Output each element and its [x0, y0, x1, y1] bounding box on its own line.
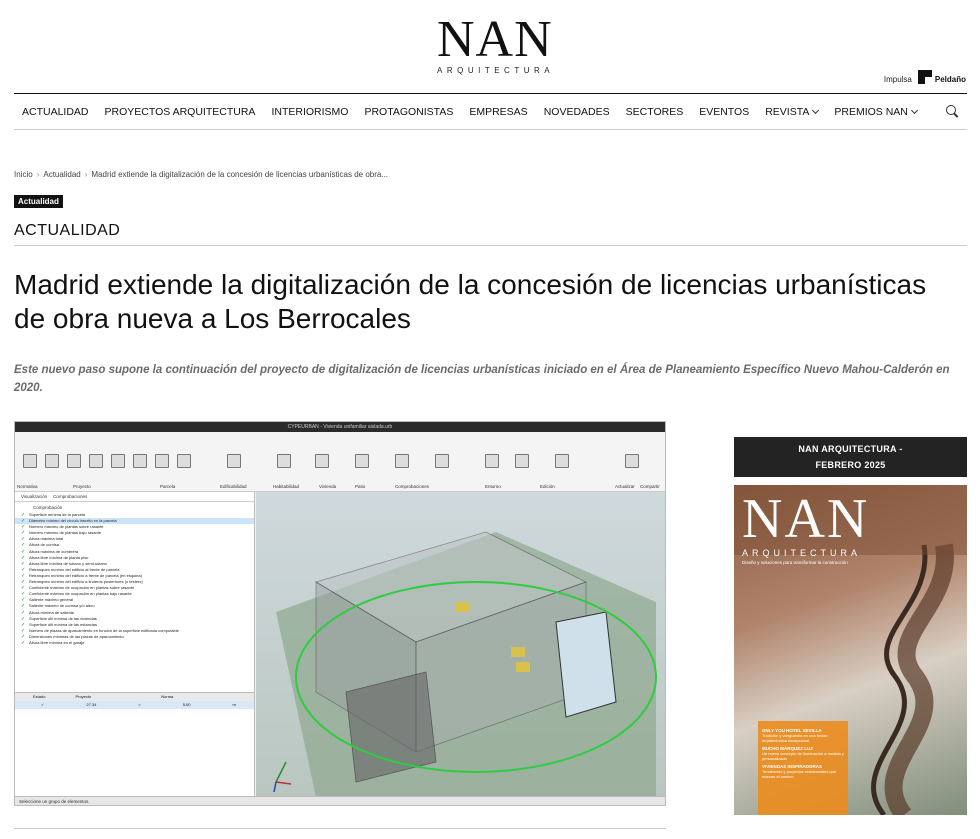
- ribbon-group-label: Patio: [355, 484, 366, 489]
- check-row[interactable]: ✓ Saliente máximo general: [15, 597, 254, 603]
- ribbon-button-icon: [485, 454, 499, 468]
- check-row[interactable]: ✓ Retranqueo mínimo del edificio al frente de parcela: [15, 567, 254, 573]
- chevron-down-icon: [812, 106, 819, 113]
- check-row[interactable]: ✓ Altura de cornisa: [15, 542, 254, 548]
- cover-highlight-text: Tradición y vanguardia en una fusión arquitectónica excepcional: [762, 733, 828, 743]
- app-window-title: CYPEURBAN - Vivienda unifamiliar aislada.urb: [287, 424, 393, 430]
- ribbon-button-icon: [395, 454, 409, 468]
- cover-logo: NAN: [742, 488, 870, 550]
- ribbon-group-label: Edificabilidad: [220, 484, 247, 489]
- ribbon-button-icon: [515, 454, 529, 468]
- app-tab-comprobaciones: Comprobaciones: [53, 494, 88, 499]
- cover-highlight-text: Un nuevo concepto de iluminación a medida y personalizado: [762, 751, 844, 761]
- ribbon-group-label: Vivienda: [319, 484, 337, 489]
- grid-col-norma: Norma: [161, 694, 174, 699]
- grid-row: [15, 701, 254, 709]
- ribbon-group-label: Comprobaciones: [395, 484, 430, 489]
- nav-actualidad[interactable]: [14, 106, 97, 118]
- category-badge[interactable]: Actualidad: [14, 195, 63, 208]
- logo-sub: ARQUITECTURA: [437, 66, 555, 75]
- check-row[interactable]: ✓ Número máximo de plantas bajo rasante: [15, 530, 254, 536]
- grid-col-estado: Estado: [33, 694, 46, 699]
- nav-sectores[interactable]: [618, 106, 692, 118]
- nav-interiorismo[interactable]: [263, 106, 356, 118]
- content-divider: [14, 828, 666, 829]
- ribbon-group-label: Actualizar: [615, 484, 635, 489]
- search-icon[interactable]: [946, 105, 959, 118]
- grid-val-proyecto: 27.34: [86, 702, 97, 707]
- check-row[interactable]: ✓ Coeficiente máximo de ocupación en plantas sobre rasante: [15, 585, 254, 591]
- grid-header: [15, 693, 254, 701]
- nav-label: PROTAGONISTAS: [364, 105, 454, 118]
- nav-empresas[interactable]: [461, 106, 535, 118]
- check-row[interactable]: ✓ Altura libre mínima de sótano y semi-sótano: [15, 561, 254, 567]
- breadcrumb-separator-icon: ›: [84, 170, 88, 179]
- app-ribbon: [15, 432, 665, 492]
- magazine-cover[interactable]: [734, 485, 967, 815]
- magazine-title-line1: NAN ARQUITECTURA -: [798, 444, 903, 454]
- ribbon-group-label: Normativa: [17, 484, 38, 489]
- nav-revista[interactable]: [757, 106, 826, 118]
- ribbon-button-icon: [23, 454, 37, 468]
- ribbon-button-icon: [227, 454, 241, 468]
- check-row[interactable]: ✓ Retranqueo mínimo del edificio a frente de parcela (en esquina): [15, 573, 254, 579]
- peldano-icon: [918, 70, 932, 84]
- nav-label: EMPRESAS: [469, 105, 528, 118]
- ribbon-button-icon: [277, 454, 291, 468]
- nav-novedades[interactable]: [536, 106, 618, 118]
- ribbon-group-label: Habitabilidad: [273, 484, 300, 489]
- ribbon-button-icon: [315, 454, 329, 468]
- check-row[interactable]: ✓ Coeficiente máximo de ocupación en plantas bajo rasante: [15, 591, 254, 597]
- article-lead: Este nuevo paso supone la continuación del proyecto de digitalización de licencias urbanísticas iniciado en el Área de Planeamiento Específico Nuevo Mahou-Calderón en 2020.: [14, 364, 950, 394]
- ribbon-group-label: Parcela: [160, 484, 176, 489]
- breadcrumb-current: Madrid extiende la digitalización de la concesión de licencias urbanísticas de obra...: [91, 170, 389, 179]
- app-3d-viewport: [256, 492, 665, 797]
- breadcrumb-separator-icon: ›: [36, 170, 40, 179]
- check-row[interactable]: ✓ Superficie útil mínima de las viviendas: [15, 616, 254, 622]
- ribbon-button-icon: [555, 454, 569, 468]
- check-row[interactable]: ✓ Número de plazas de aparcamiento en función de la superficie edificada computable: [15, 628, 254, 634]
- grid-val-norma: 5.00: [182, 702, 191, 707]
- app-tabs: [15, 492, 254, 502]
- ribbon-group-label: Edición: [540, 484, 555, 489]
- peldano-logo[interactable]: [918, 70, 966, 84]
- ribbon-group-label: Compartir: [640, 484, 660, 489]
- ribbon-button-icon: [435, 454, 449, 468]
- nav-label: EVENTOS: [699, 105, 750, 118]
- article-headline: Madrid extiende la digitalización de la concesión de licencias urbanísticas de obra nueva a Los Berrocales: [14, 269, 927, 334]
- article-hero-image: [14, 421, 666, 806]
- nav-label: ACTUALIDAD: [22, 105, 89, 118]
- breadcrumb-home[interactable]: Inicio: [14, 170, 33, 179]
- magazine-title-line2: FEBRERO 2025: [815, 460, 886, 470]
- check-row[interactable]: ✓ Altura máxima de cumbrera: [15, 549, 254, 555]
- ribbon-button-icon: [355, 454, 369, 468]
- nav-label: INTERIORISMO: [271, 105, 349, 118]
- check-row[interactable]: ✓ Superficie mínima de la parcela: [15, 512, 254, 518]
- nav-eventos[interactable]: [691, 106, 757, 118]
- nav-label: SECTORES: [625, 105, 684, 118]
- check-row[interactable]: ✓ Número máximo de plantas sobre rasante: [15, 524, 254, 530]
- logo-main: NAN: [437, 11, 553, 68]
- grid-col-proyecto: Proyecto: [75, 694, 92, 699]
- ribbon-button-icon: [111, 454, 125, 468]
- app-status-bar: Seleccione un grupo de elementos.: [15, 796, 665, 805]
- check-row[interactable]: ✓ Dimensiones mínimas de las plazas de aparcamiento: [15, 634, 254, 640]
- ribbon-group-label: Proyecto: [73, 484, 91, 489]
- check-row[interactable]: ✓ Superficie útil mínima de las estancias: [15, 622, 254, 628]
- check-row[interactable]: ✓ Altura libre mínima en el garaje: [15, 640, 254, 646]
- main-nav: [14, 93, 967, 130]
- peldano-text: Peldaño: [934, 75, 966, 84]
- nav-label: PREMIOS NAN: [834, 105, 908, 118]
- app-title-bar: [15, 422, 665, 432]
- checks-list: [15, 512, 254, 646]
- cover-highlights-box: [758, 721, 848, 815]
- sponsor-block[interactable]: [884, 70, 966, 84]
- grid-unit: m: [232, 702, 236, 707]
- magazine-heading[interactable]: [734, 437, 967, 477]
- ribbon-button-icon: [155, 454, 169, 468]
- section-title: ACTUALIDAD: [14, 222, 967, 246]
- breadcrumb-section[interactable]: Actualidad: [43, 170, 81, 179]
- check-row[interactable]: ✓ Altura libre mínima de planta piso: [15, 555, 254, 561]
- nav-label: PROYECTOS ARQUITECTURA: [104, 105, 256, 118]
- nav-protagonistas[interactable]: [356, 106, 461, 118]
- ribbon-button-icon: [625, 454, 639, 468]
- app-tab-visualizacion: Visualización: [21, 494, 48, 499]
- cover-highlight-text: Tendencias y proyectos residenciales que marcan el camino: [762, 769, 837, 779]
- nav-proyectos[interactable]: [97, 106, 264, 118]
- app-results-grid: [15, 692, 254, 722]
- cover-tagline: Diseño y soluciones para transformar la construcción: [742, 560, 848, 565]
- cover-highlight-title: ONLY YOU HOTEL SEVILLA: [762, 728, 822, 733]
- building-3d-render: [256, 492, 665, 797]
- cover-logo-sub: ARQUITECTURA: [742, 548, 862, 558]
- nav-label: NOVEDADES: [543, 105, 610, 118]
- nav-premios[interactable]: [826, 106, 925, 118]
- ribbon-button-icon: [133, 454, 147, 468]
- cover-highlight-title: VIVIENDAS INSPIRADORAS: [762, 764, 823, 769]
- ribbon-group-label: Entorno: [485, 484, 501, 489]
- impulsa-label: Impulsa: [883, 75, 912, 84]
- grid-operator: >: [138, 702, 141, 707]
- check-row[interactable]: ✓ Altura máxima total: [15, 536, 254, 542]
- checks-header: Comprobación: [33, 505, 63, 510]
- nav-label: REVISTA: [765, 105, 810, 118]
- cover-highlight-title: MUCHO MÁRQUEZ LUZ: [762, 746, 813, 751]
- check-row[interactable]: ✓ Altura mínima de saliente: [15, 610, 254, 616]
- app-checks-panel: [15, 492, 255, 797]
- check-row[interactable]: ✓ Saliente máximo de cornisa y/o alero: [15, 603, 254, 609]
- site-logo[interactable]: [437, 11, 555, 75]
- ribbon-button-icon: [45, 454, 59, 468]
- check-row[interactable]: ✓ Diámetro mínimo del círculo inscrito en la parcela: [15, 518, 254, 524]
- ribbon-button-icon: [89, 454, 103, 468]
- breadcrumb: [14, 170, 388, 179]
- ribbon-button-icon: [67, 454, 81, 468]
- check-icon: ✓: [41, 702, 45, 707]
- check-row[interactable]: ✓ Retranqueo mínimo del edificio a linderos posteriores (o testero): [15, 579, 254, 585]
- chevron-down-icon: [911, 106, 918, 113]
- ribbon-button-icon: [177, 454, 191, 468]
